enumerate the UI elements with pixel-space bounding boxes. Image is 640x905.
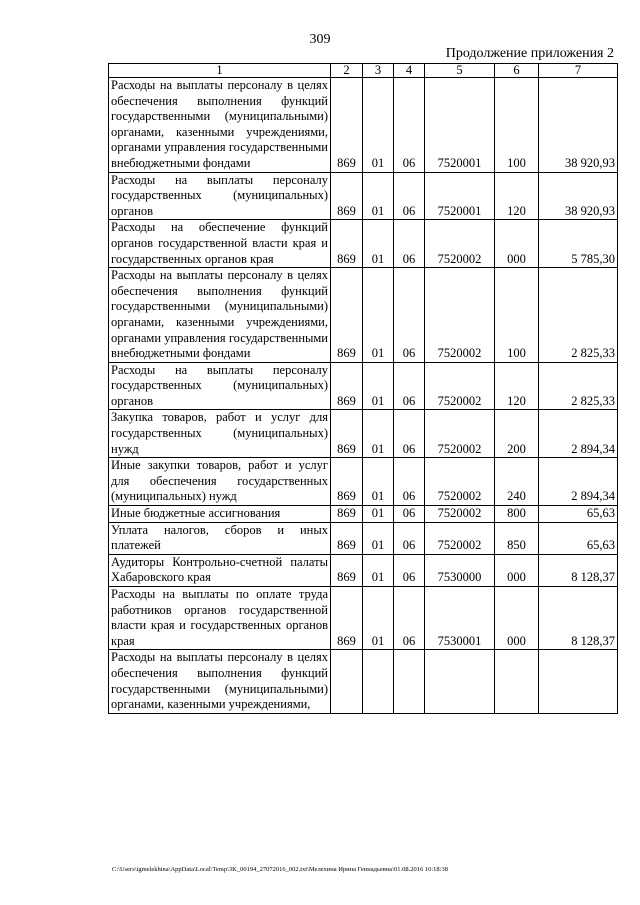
table-row: [109, 362, 618, 410]
code-expense-type: 100: [495, 268, 539, 363]
table-row-partial: [109, 650, 618, 713]
code-target: 7520002: [425, 458, 495, 506]
code-expense-type: 000: [495, 220, 539, 268]
row-description: Закупка товаров, работ и услуг для государственных (муниципальных) нужд: [109, 410, 331, 458]
code-admin: 869: [331, 220, 363, 268]
amount: 38 920,93: [539, 172, 618, 220]
row-description: Иные закупки товаров, работ и услуг для обеспечения государственных (муниципальных) нужд: [109, 458, 331, 506]
code-expense-type: 850: [495, 522, 539, 554]
row-description: Расходы на обеспечение функций органов государственной власти края и государственных органов края: [109, 220, 331, 268]
code-subsection: 06: [394, 78, 425, 173]
code-section: 01: [363, 522, 394, 554]
amount: 2 825,33: [539, 268, 618, 363]
code-expense-type: 000: [495, 587, 539, 650]
row-description: Расходы на выплаты персоналу государственных (муниципальных) органов: [109, 172, 331, 220]
file-path-footer: C:\Users\igmelekhina\AppData\Local\Temp\3K_00194_27072016_002.txt\Мелехина Ирина Геннадьевна\01.08.2016 10:18:38: [112, 866, 448, 873]
column-header: 4: [394, 64, 425, 78]
code-subsection: 06: [394, 554, 425, 586]
code-target: 7530001: [425, 587, 495, 650]
amount: 2 894,34: [539, 410, 618, 458]
amount: 8 128,37: [539, 554, 618, 586]
table-row: [109, 522, 618, 554]
amount: 65,63: [539, 506, 618, 523]
code-admin: 869: [331, 506, 363, 523]
code-target: 7520002: [425, 522, 495, 554]
code-section: 01: [363, 554, 394, 586]
code-subsection: 06: [394, 522, 425, 554]
code-subsection: 06: [394, 506, 425, 523]
code-subsection: 06: [394, 410, 425, 458]
code-section: 01: [363, 506, 394, 523]
code-section: 01: [363, 268, 394, 363]
table-cell: [363, 650, 394, 713]
code-target: 7520001: [425, 78, 495, 173]
code-target: 7530000: [425, 554, 495, 586]
row-description: Аудиторы Контрольно-счетной палаты Хабаровского края: [109, 554, 331, 586]
code-subsection: 06: [394, 268, 425, 363]
code-expense-type: 200: [495, 410, 539, 458]
row-description: Иные бюджетные ассигнования: [109, 506, 331, 523]
column-header: 3: [363, 64, 394, 78]
table-row: [109, 220, 618, 268]
code-admin: 869: [331, 78, 363, 173]
continuation-note: Продолжение приложения 2: [445, 46, 614, 61]
code-section: 01: [363, 362, 394, 410]
table-row: [109, 268, 618, 363]
table-cell: [425, 650, 495, 713]
code-subsection: 06: [394, 172, 425, 220]
code-target: 7520002: [425, 506, 495, 523]
code-expense-type: 000: [495, 554, 539, 586]
amount: 2 825,33: [539, 362, 618, 410]
table-row: [109, 458, 618, 506]
code-target: 7520002: [425, 362, 495, 410]
table-row: [109, 172, 618, 220]
code-expense-type: 240: [495, 458, 539, 506]
code-section: 01: [363, 587, 394, 650]
column-header: 5: [425, 64, 495, 78]
amount: 38 920,93: [539, 78, 618, 173]
row-description: Расходы на выплаты персоналу в целях обеспечения выполнения функций государственными (муниципальными) органами, казенными учреждениями, органами управления государственными внебюджетными фондами: [109, 78, 331, 173]
code-section: 01: [363, 78, 394, 173]
table-cell: [394, 650, 425, 713]
code-expense-type: 120: [495, 172, 539, 220]
code-subsection: 06: [394, 587, 425, 650]
column-header: 7: [539, 64, 618, 78]
amount: 2 894,34: [539, 458, 618, 506]
code-subsection: 06: [394, 458, 425, 506]
row-description: Расходы на выплаты персоналу в целях обеспечения выполнения функций государственными (муниципальными) органами, казенными учреждениями,: [109, 650, 331, 713]
code-target: 7520001: [425, 172, 495, 220]
code-admin: 869: [331, 172, 363, 220]
row-description: Уплата налогов, сборов и иных платежей: [109, 522, 331, 554]
code-admin: 869: [331, 587, 363, 650]
row-description: Расходы на выплаты по оплате труда работников органов государственной власти края и государственных органов края: [109, 587, 331, 650]
table-row: [109, 78, 618, 173]
column-header: 1: [109, 64, 331, 78]
amount: 8 128,37: [539, 587, 618, 650]
row-description: Расходы на выплаты персоналу в целях обеспечения выполнения функций государственными (муниципальными) органами, казенными учреждениями, органами управления государственными внебюджетными фондами: [109, 268, 331, 363]
table-row: [109, 587, 618, 650]
code-admin: 869: [331, 458, 363, 506]
table-header-row: [109, 64, 618, 78]
code-admin: 869: [331, 522, 363, 554]
table-row: [109, 554, 618, 586]
code-section: 01: [363, 172, 394, 220]
code-admin: 869: [331, 410, 363, 458]
code-admin: 869: [331, 554, 363, 586]
code-expense-type: 100: [495, 78, 539, 173]
code-section: 01: [363, 410, 394, 458]
code-section: 01: [363, 458, 394, 506]
table-cell: [539, 650, 618, 713]
code-subsection: 06: [394, 362, 425, 410]
column-header: 6: [495, 64, 539, 78]
row-description: Расходы на выплаты персоналу государственных (муниципальных) органов: [109, 362, 331, 410]
code-target: 7520002: [425, 268, 495, 363]
column-header: 2: [331, 64, 363, 78]
amount: 65,63: [539, 522, 618, 554]
code-subsection: 06: [394, 220, 425, 268]
page-number: 309: [309, 32, 331, 47]
code-admin: 869: [331, 362, 363, 410]
code-target: 7520002: [425, 220, 495, 268]
table-row: [109, 410, 618, 458]
table-cell: [331, 650, 363, 713]
table-row: [109, 506, 618, 523]
code-section: 01: [363, 220, 394, 268]
table-cell: [495, 650, 539, 713]
amount: 5 785,30: [539, 220, 618, 268]
budget-table: [108, 63, 618, 714]
code-target: 7520002: [425, 410, 495, 458]
code-admin: 869: [331, 268, 363, 363]
code-expense-type: 120: [495, 362, 539, 410]
code-expense-type: 800: [495, 506, 539, 523]
